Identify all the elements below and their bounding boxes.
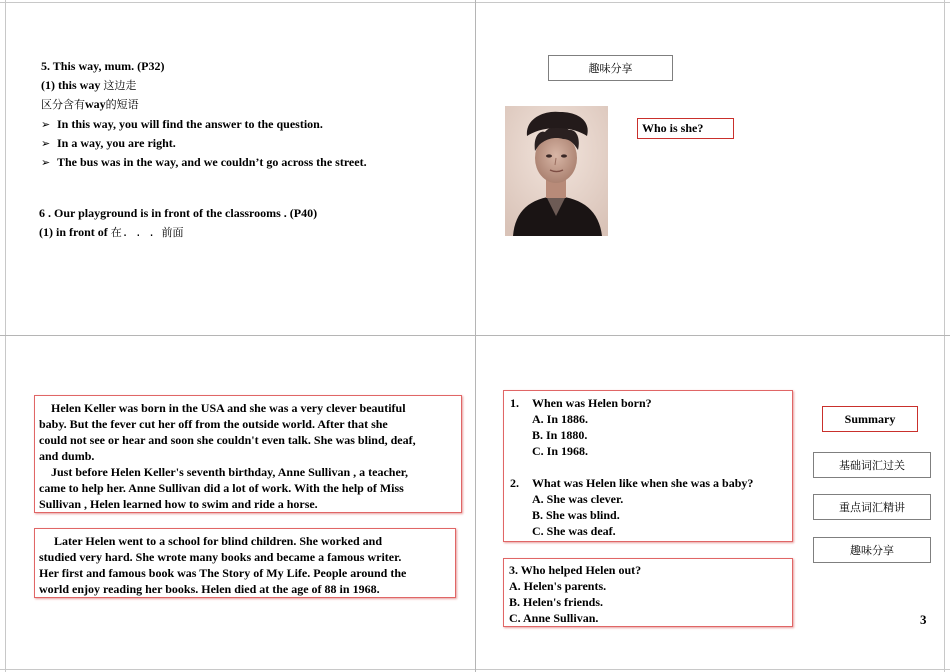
key-vocab-button[interactable]: 重点词汇精讲	[813, 494, 931, 520]
page-number: 3	[920, 612, 927, 627]
arrow-bullet-icon: ➢	[41, 156, 51, 169]
item5-note-cn: 区分含有	[41, 98, 85, 111]
story-line: world enjoy reading her books. Helen died at the age of 88 in 1968.	[39, 582, 380, 596]
share-button[interactable]: 趣味分享	[548, 55, 673, 81]
bullet-text: The bus was in the way, and we couldn’t go across the street.	[57, 155, 367, 169]
story-line: came to help her. Anne Sullivan did a lot of work. With the help of Miss	[39, 481, 404, 495]
share-nav-button[interactable]: 趣味分享	[813, 537, 931, 563]
item5-sub-cn: 这边走	[103, 79, 137, 92]
item6-sub	[39, 224, 184, 241]
item5-note	[41, 96, 139, 113]
question-1-option: B. In 1880.	[532, 428, 588, 442]
question-2: 2. What was Helen like when she was a baby?	[510, 476, 754, 490]
question-1-option: C. In 1968.	[532, 444, 589, 458]
page-right-edge	[944, 0, 945, 672]
story-line: Sullivan , Helen learned how to swim and ride a horse.	[39, 497, 318, 511]
story-line: could not see or hear and soon she couldn't even talk. She was blind, deaf,	[39, 433, 416, 447]
bullet-item	[41, 135, 176, 152]
question-3: 3. Who helped Helen out?	[509, 563, 642, 577]
question-3-option: C. Anne Sullivan.	[509, 611, 599, 625]
vertical-divider	[475, 0, 476, 672]
portrait-image	[505, 106, 608, 236]
story-line: Later Helen went to a school for blind children. She worked and	[39, 534, 383, 548]
helen-keller-photo	[505, 106, 608, 236]
basic-vocab-button[interactable]: 基础词汇过关	[813, 452, 931, 478]
question-3-option: A. Helen's parents.	[509, 579, 607, 593]
item6-title: 6 . Our playground is in front of the classrooms . (P40)	[39, 206, 318, 220]
question-1-option: A. In 1886.	[532, 412, 589, 426]
question-2-option: A. She was clever.	[532, 492, 624, 506]
question-2-option: B. She was blind.	[532, 508, 620, 522]
story-paragraph-1	[34, 395, 462, 513]
question-1: 1. When was Helen born?	[510, 396, 652, 410]
questions-box-1-2	[503, 390, 793, 542]
bullet-item	[41, 116, 323, 133]
bullet-text: In a way, you are right.	[57, 136, 176, 150]
questions-box-3	[503, 558, 793, 627]
item5-sub	[41, 77, 136, 94]
arrow-bullet-icon: ➢	[41, 137, 51, 150]
story-line: and dumb.	[39, 449, 95, 463]
summary-button[interactable]: Summary	[822, 406, 918, 432]
horizontal-divider	[0, 335, 950, 336]
item5-note-cn2: 的短语	[105, 98, 139, 111]
question-3-option: B. Helen's friends.	[509, 595, 604, 609]
arrow-bullet-icon: ➢	[41, 118, 51, 131]
story-line: studied very hard. She wrote many books and became a famous writer.	[39, 550, 402, 564]
story-paragraph-2	[34, 528, 456, 598]
who-is-she-label: Who is she?	[637, 118, 734, 139]
story-line: Helen Keller was born in the USA and she was a very clever beautiful	[39, 401, 406, 415]
story-line: Her first and famous book was The Story of My Life. People around the	[39, 566, 407, 580]
item5-title: 5. This way, mum. (P32)	[41, 59, 165, 73]
item5-note-way: way	[85, 97, 106, 111]
bullet-item	[41, 154, 367, 171]
item6-sub-en: (1) in front of	[39, 225, 111, 239]
question-2-option: C. She was deaf.	[532, 524, 616, 538]
page-left-edge	[5, 0, 6, 672]
item6-sub-cn: 在. . . 前面	[110, 226, 184, 239]
story-line: Just before Helen Keller's seventh birthday, Anne Sullivan , a teacher,	[39, 465, 409, 479]
bullet-text: In this way, you will find the answer to the question.	[57, 117, 323, 131]
story-line: baby. But the fever cut her off from the outside world. After that she	[39, 417, 388, 431]
item5-sub-en: (1) this way	[41, 78, 104, 92]
